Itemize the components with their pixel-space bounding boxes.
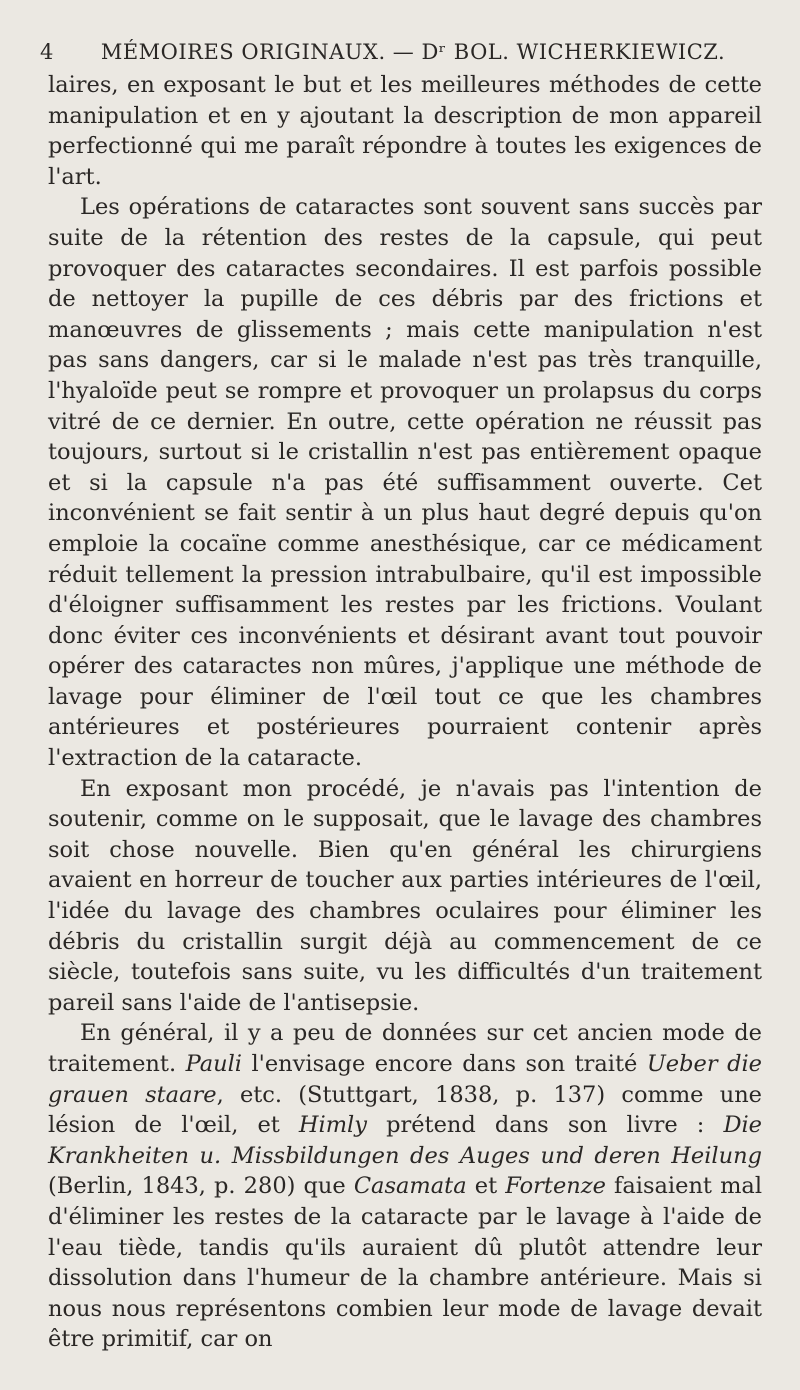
author-name: Pauli [185, 1051, 243, 1077]
text-segment: et [474, 1173, 498, 1200]
text-segment: l'envisage encore dans son traité [251, 1051, 638, 1077]
work-title: Die Krankheiten u. Missbildungen des Auges und deren Heilung [48, 1112, 762, 1169]
work-title: Ueber die grauen staare [48, 1051, 762, 1108]
text-segment: faisaient mal d'éliminer les restes de la cataracte par le lavage à l'aide de l'eau tiède, tandis qu'ils auraient dû plutôt attendre leur dissolution dans l'humeur de la chambre antérieure. Mais si nous nous représentons combien leur mode de lavage devait être primitif, car on [48, 1173, 763, 1353]
paragraph-1: laires, en exposant le but et les meilleures méthodes de cette manipulation et en y ajoutant la description de mon appareil perfectionné qui me paraît répondre à toutes les exigences de l'art. [48, 72, 762, 190]
author-name: Fortenze [505, 1173, 606, 1200]
text-segment: prétend dans son livre : [386, 1112, 705, 1139]
text-segment: , etc. (Stuttgart, 1838, p. 137) comme une lésion de l'œil, et [48, 1081, 762, 1139]
author-name: Casamata [353, 1173, 467, 1200]
text-segment: En général, il y a peu de données sur cet ancien mode de traitement. [48, 1020, 762, 1077]
body-text [48, 70, 762, 1355]
document-page [40, 40, 763, 1355]
running-header [40, 40, 762, 64]
paragraph-2: Les opérations de cataractes sont souvent sans succès par suite de la rétention des restes de la capsule, qui peut provoquer des cataractes secondaires. Il est parfois possible de nettoyer la pupille de ces débris par des frictions et manœuvres de glissements ; mais cette manipulation n'est pas sans dangers, car si le malade n'est pas très tranquille, l'hyaloïde peut se rompre et provoquer un prolapsus du corps vitré de ce dernier. En outre, cette opération ne réussit pas toujours, surtout si le cristallin n'est pas entièrement opaque et si la capsule n'a pas été suffisamment ouverte. Cet inconvénient se fait sentir à un plus haut degré depuis qu'on emploie la cocaïne comme anesthésique, car ce médicament réduit tellement la pression intrabulbaire, qu'il est impossible d'éloigner suffisamment les restes par les frictions. Voulant donc éviter ces inconvénients et désirant avant tout pouvoir opérer des cataractes non mûres, j'applique une méthode de lavage pour éliminer de l'œil tout ce que les chambres antérieures et postérieures pourraient contenir après l'extraction de la cataracte. [48, 194, 762, 772]
page-number: 4 [40, 40, 54, 64]
paragraph-3: En exposant mon procédé, je n'avais pas l'intention de soutenir, comme on le supposait, que le lavage des chambres soit chose nouvelle. Bien qu'en général les chirurgiens avaient en horreur de toucher aux parties intérieures de l'œil, l'idée du lavage des chambres oculaires pour éliminer les débris du cristallin surgit déjà au commencement de ce siècle, toutefois sans suite, vu les difficultés d'un traitement pareil sans l'aide de l'antisepsie. [48, 775, 762, 1016]
paragraph-4 [48, 1018, 762, 1355]
text-segment: (Berlin, 1843, p. 280) que [48, 1173, 346, 1200]
author-name: Himly [298, 1112, 367, 1139]
running-title: MÉMOIRES ORIGINAUX. — Dʳ BOL. WICHERKIEWICZ. [100, 40, 726, 64]
